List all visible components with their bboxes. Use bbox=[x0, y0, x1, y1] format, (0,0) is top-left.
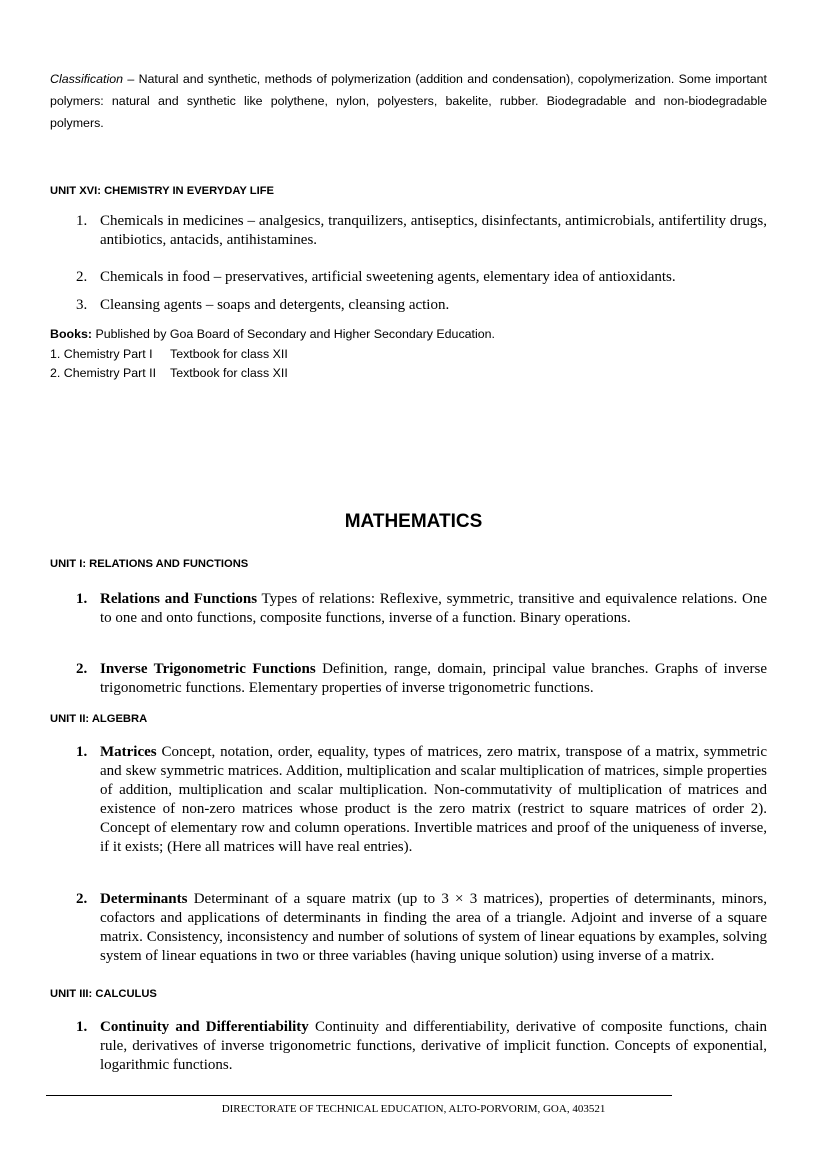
math-unit1-item-1 bbox=[50, 590, 767, 628]
book-entry-2 bbox=[50, 364, 495, 384]
item-number: 1. bbox=[76, 591, 88, 607]
item-number: 2. bbox=[76, 891, 88, 907]
item-number: 1. bbox=[76, 213, 88, 229]
item-number: 3. bbox=[76, 297, 88, 313]
book-name: 1. Chemistry Part I bbox=[50, 346, 153, 361]
item-number: 1. bbox=[76, 1019, 88, 1035]
item-text bbox=[100, 590, 767, 628]
math-unit1-item-2 bbox=[50, 660, 767, 698]
book-entry-1 bbox=[50, 345, 495, 365]
mathematics-title: MATHEMATICS bbox=[344, 511, 483, 532]
item-text bbox=[100, 890, 767, 966]
item-body: Concept, notation, order, equality, types of matrices, zero matrix, transpose of a matrix, symmetric and skew symmetric matrices. Addition, multiplication and scalar multiplication of matrices, simple properties of addition, multiplication and scalar multiplication. Non-commutativity of multiplication of matrices and existence of non-zero matrices whose product is the zero matrix (restrict to square matrices of order 2). Concept of elementary row and column operations. Invertible matrices and proof of the uniqueness of inverse, if it exists; (Here all matrices will have real entries). bbox=[100, 744, 767, 855]
books-section bbox=[50, 325, 495, 384]
unit16-item-2 bbox=[50, 268, 767, 287]
item-title: Continuity and Differentiability bbox=[100, 1019, 309, 1035]
books-text: Published by Goa Board of Secondary and Higher Secondary Education. bbox=[92, 327, 495, 341]
item-title: Matrices bbox=[100, 744, 157, 760]
classification-text: – Natural and synthetic, methods of polymerization (addition and condensation), copolymerization. Some important polymers: natural and synthetic like polythene, nylon, polyesters, bakelite, rubber. Biodegradable and non-biodegradable polymers. bbox=[50, 72, 767, 130]
math-unit3-item-1 bbox=[50, 1018, 767, 1075]
footer-divider bbox=[46, 1095, 672, 1096]
unit16-heading: UNIT XVI: CHEMISTRY IN EVERYDAY LIFE bbox=[50, 185, 274, 197]
item-text: Cleansing agents – soaps and detergents, cleansing action. bbox=[100, 297, 450, 313]
item-text bbox=[100, 743, 767, 857]
math-unit1-heading: UNIT I: RELATIONS AND FUNCTIONS bbox=[50, 558, 249, 570]
item-body: Types of relations: Reflexive, symmetric, transitive and equivalence relations. One to one and onto functions, composite functions, inverse of a function. Binary operations. bbox=[100, 591, 767, 626]
math-unit3-heading: UNIT III: CALCULUS bbox=[50, 988, 157, 1000]
item-number: 2. bbox=[76, 269, 88, 285]
classification-label: Classification bbox=[50, 72, 123, 86]
page-footer: DIRECTORATE OF TECHNICAL EDUCATION, ALTO-PORVORIM, GOA, 403521 bbox=[221, 1103, 606, 1115]
book-desc: Textbook for class XII bbox=[170, 346, 288, 361]
item-text bbox=[100, 1018, 767, 1075]
item-title: Determinants bbox=[100, 891, 188, 907]
unit16-item-3 bbox=[50, 296, 767, 315]
item-body: Continuity and differentiability, derivative of composite functions, chain rule, derivatives of inverse trigonometric functions, derivative of implicit function. Concepts of exponential, logarithmic functions. bbox=[100, 1019, 767, 1073]
math-unit2-heading: UNIT II: ALGEBRA bbox=[50, 713, 148, 725]
item-text bbox=[100, 660, 767, 698]
item-text: Chemicals in medicines – analgesics, tranquilizers, antiseptics, disinfectants, antimicrobials, antifertility drugs, antibiotics, antacids, antihistamines. bbox=[100, 213, 767, 248]
item-text: Chemicals in food – preservatives, artificial sweetening agents, elementary idea of antioxidants. bbox=[100, 269, 676, 285]
item-title: Inverse Trigonometric Functions bbox=[100, 661, 316, 677]
math-unit2-item-2 bbox=[50, 890, 767, 966]
books-line bbox=[50, 325, 495, 345]
book-desc: Textbook for class XII bbox=[170, 366, 288, 380]
item-title: Relations and Functions bbox=[100, 591, 258, 607]
unit16-item-1 bbox=[50, 212, 767, 250]
item-body: Determinant of a square matrix (up to 3 × 3 matrices), properties of determinants, minors, cofactors and applications of determinants in finding the area of a triangle. Adjoint and inverse of a square matrix. Consistency, inconsistency and number of solutions of system of linear equations by examples, solving system of linear equations in two or three variables (having unique solution) using inverse of a matrix. bbox=[100, 891, 767, 964]
item-body: Definition, range, domain, principal value branches. Graphs of inverse trigonometric functions. Elementary properties of inverse trigonometric functions. bbox=[100, 661, 767, 696]
item-number: 1. bbox=[76, 744, 88, 760]
math-unit2-item-1 bbox=[50, 743, 767, 857]
item-number: 2. bbox=[76, 661, 88, 677]
polymers-classification-paragraph bbox=[50, 68, 767, 134]
books-label: Books: bbox=[50, 327, 92, 341]
book-name: 2. Chemistry Part II bbox=[50, 366, 157, 380]
